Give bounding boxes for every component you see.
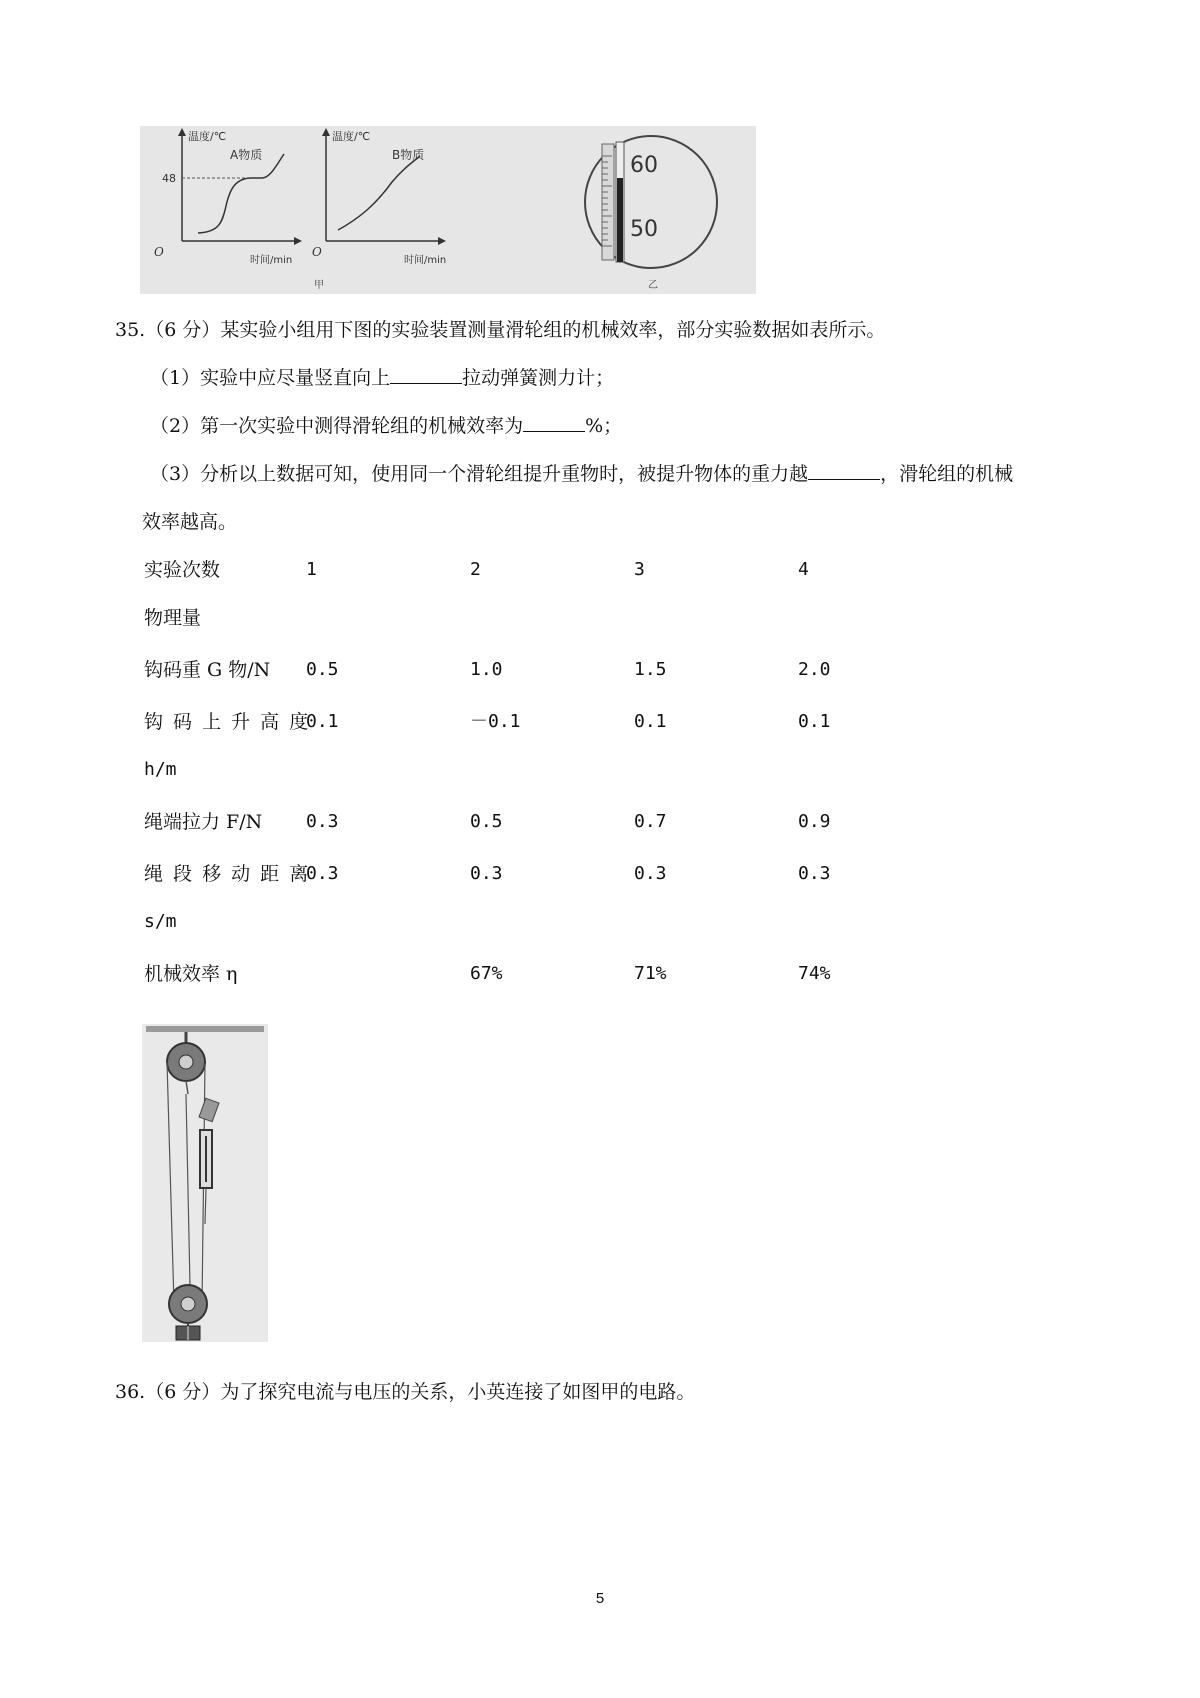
q35-part3-before: （3）分析以上数据可知，使用同一个滑轮组提升重物时，被提升物体的重力越 [150, 463, 809, 485]
table-header-a: 实验次数 [144, 559, 221, 581]
table-header-col-1: 1 [306, 559, 317, 580]
q36-stem: 36.（6 分）为了探究电流与电压的关系，小英连接了如图甲的电路。 [115, 1381, 696, 1403]
table-cell: 74% [798, 963, 831, 984]
table-row-label-unit: h/m [144, 759, 177, 780]
graph-b-curve-label: B物质 [392, 148, 425, 162]
pulley-apparatus-figure [142, 1024, 268, 1342]
table-cell: 0.5 [470, 811, 503, 832]
graph-a-curve-label: A物质 [230, 148, 263, 162]
table-cell: 71% [634, 963, 667, 984]
table-cell: 1.0 [470, 659, 503, 680]
graph-a-y-mark: 48 [162, 172, 176, 185]
table-row-label: 绳 段 移 动 距 离 [144, 863, 311, 885]
thermometer-scale-60: 60 [630, 153, 658, 178]
caption-jia: 甲 [314, 280, 324, 291]
caption-yi: 乙 [648, 280, 658, 291]
table-cell: －0.1 [470, 711, 521, 732]
q35-part1-after: 拉动弹簧测力计； [462, 367, 615, 389]
table-cell: 0.5 [306, 659, 339, 680]
graph-a-origin: O [154, 245, 164, 259]
table-cell: 0.9 [798, 811, 831, 832]
table-cell: 0.3 [470, 863, 503, 884]
table-cell: 0.7 [634, 811, 667, 832]
table-cell: 0.1 [306, 711, 339, 732]
q35-part2-after: %； [585, 415, 623, 437]
graph-b-ylabel: 温度/℃ [332, 130, 371, 143]
table-cell: 2.0 [798, 659, 831, 680]
table-cell: 0.3 [798, 863, 831, 884]
table-cell: 0.3 [306, 863, 339, 884]
table-cell: 0.1 [798, 711, 831, 732]
graph-b-xlabel: 时间/min [404, 255, 447, 266]
thermometer-scale-50: 50 [630, 217, 658, 242]
q35-part3-after: ，滑轮组的机械 [880, 463, 1014, 485]
q35-part2-before: （2）第一次实验中测得滑轮组的机械效率为 [150, 415, 524, 437]
table-row-label: 机械效率 η [144, 963, 238, 985]
pulley-apparatus-svg [142, 1024, 268, 1342]
graph-a-xlabel: 时间/min [250, 255, 293, 266]
table-cell: 67% [470, 963, 503, 984]
table-header-col-2: 2 [470, 559, 481, 580]
table-cell: 0.3 [634, 863, 667, 884]
table-row-label-unit: s/m [144, 911, 177, 932]
graph-a-ylabel: 温度/℃ [188, 130, 227, 143]
table-row-label: 钩 码 上 升 高 度 [144, 711, 311, 733]
q35-stem: 35.（6 分）某实验小组用下图的实验装置测量滑轮组的机械效率，部分实验数据如表所示。 [115, 319, 886, 341]
table-header-b: 物理量 [144, 607, 202, 629]
q35-part3-cont: 效率越高。 [142, 511, 238, 533]
table-row-label: 钩码重 G 物/N [144, 659, 271, 681]
q35-part1-before: （1）实验中应尽量竖直向上 [150, 367, 391, 389]
table-cell: 1.5 [634, 659, 667, 680]
table-cell: 0.3 [306, 811, 339, 832]
table-cell: 0.1 [634, 711, 667, 732]
page-number: 5 [595, 1590, 605, 1607]
table-header-col-3: 3 [634, 559, 645, 580]
table-header-col-4: 4 [798, 559, 809, 580]
table-row-label: 绳端拉力 F/N [144, 811, 263, 833]
graph-b-origin: O [312, 245, 322, 259]
